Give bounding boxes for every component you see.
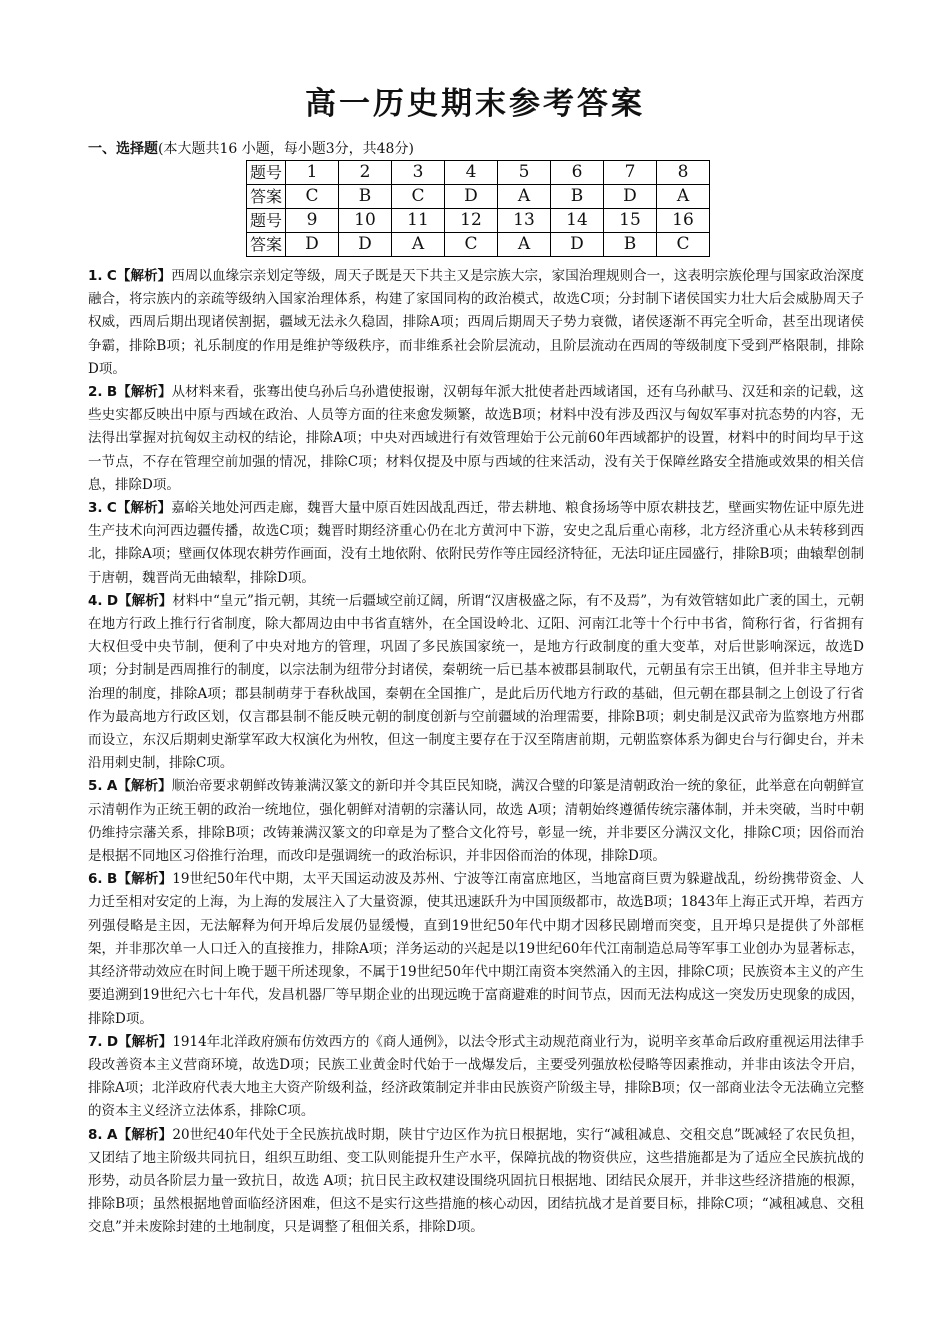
answer-label: 答案 bbox=[247, 233, 286, 257]
answer-cell: A bbox=[498, 233, 551, 257]
section-heading bbox=[88, 138, 414, 158]
explanation-item bbox=[88, 590, 864, 776]
item-text: 西周以血缘宗亲划定等级，周天子既是天下共主又是宗族大宗，家国治理规则合一，这表明宗族伦理与国家政治深度融合，将宗族内的亲疏等级纳入国家治理体系，构建了家国同构的政治模式，故选C项；分封制下诸侯国实力壮大后会威胁周天子权威，西周后期出现诸侯割据，疆域无法永久稳固，排除A项；西周后期周天子势力衰微，诸侯逐渐不再完全听命，甚至出现诸侯争霸，排除B项；礼乐制度的作用是维护等级秩序，而非维系社会阶层流动，且阶层流动在西周的等级制度下受到严格限制，排除D项。 bbox=[88, 268, 865, 377]
item-answer: A【解析】 bbox=[106, 778, 172, 795]
question-number: 3 bbox=[392, 161, 445, 185]
item-answer: A【解析】 bbox=[107, 1126, 173, 1143]
item-number: 6. bbox=[88, 871, 103, 888]
item-number: 5. bbox=[88, 778, 103, 795]
answer-cell: A bbox=[657, 185, 710, 209]
explanation-item bbox=[88, 775, 864, 868]
answer-cell: C bbox=[392, 185, 445, 209]
item-answer: C【解析】 bbox=[106, 500, 172, 517]
explanation-item bbox=[88, 497, 864, 590]
answer-cell: B bbox=[604, 233, 657, 257]
explanation-item bbox=[88, 1124, 864, 1240]
answer-cell: B bbox=[339, 185, 392, 209]
question-number: 11 bbox=[392, 209, 445, 233]
question-label: 题号 bbox=[247, 161, 286, 185]
answer-cell: D bbox=[445, 185, 498, 209]
table-row bbox=[247, 185, 710, 209]
item-answer: D【解析】 bbox=[106, 1033, 173, 1050]
answer-cell: C bbox=[445, 233, 498, 257]
item-text: 1914年北洋政府颁布仿效西方的《商人通例》，以法令形式主动规范商业行为，说明辛亥革命后政府重视运用法律手段改善资本主义营商环境，故选D项；民族工业黄金时代始于一战爆发后，主要受列强放松侵略等因素推动，并非由该法令开启，排除A项；北洋政府代表大地主大资产阶级利益，经济政策制定并非由民族资产阶级主导，排除B项；仅一部商业法令无法确立完整的资本主义经济立法体系，排除C项。 bbox=[88, 1033, 864, 1120]
explanation-item bbox=[88, 868, 864, 1030]
table-row bbox=[247, 209, 710, 233]
table-row bbox=[247, 161, 710, 185]
question-number: 2 bbox=[339, 161, 392, 185]
item-text: 从材料来看，张骞出使乌孙后乌孙遣使报谢，汉朝每年派大批使者赴西域诸国，还有乌孙献马、汉廷和亲的记载，这些史实都反映出中原与西域在政治、人员等方面的往来愈发频繁，故选B项；材料中没有涉及西汉与匈奴军事对抗态势的内容，无法得出掌握对抗匈奴主动权的结论，排除A项；中央对西域进行有效管理始于公元前60年西域都护的设置，材料中的时间均早于这一节点，不存在管理空前加强的情况，排除C项；材料仅提及中原与西域的往来活动，没有关于保障丝路安全措施或效果的相关信息，排除D项。 bbox=[88, 384, 864, 493]
answer-cell: D bbox=[604, 185, 657, 209]
item-text: 19世纪50年代中期，太平天国运动波及苏州、宁波等江南富庶地区，当地富商巨贾为躲避战乱，纷纷携带资金、人力迁至相对安定的上海，为上海的发展注入了大量资源，使其迅速跃升为中国顶级都市，故选B项；1843年上海正式开埠，若西方列强侵略是主因，无法解释为何开埠后发展仍显缓慢，直到19世纪50年代中期才因移民剧增而突变，且开埠只是提供了外部框架，并非那次单一人口迁入的直接推力，排除A项；洋务运动的兴起是以19世纪60年代江南制造总局等军事工业创办为显著标志，其经济带动效应在时间上晚于题干所述现象，不属于19世纪50年代中期江南资本突然涌入的主因，排除C项；民族资本主义的产生要追溯到19世纪六七十年代，发昌机器厂等早期企业的出现远晚于富商避难的时间节点，因而无法构成这一突发历史现象的成因，排除D项。 bbox=[88, 871, 864, 1027]
question-label: 题号 bbox=[247, 209, 286, 233]
answer-cell: D bbox=[551, 233, 604, 257]
item-answer: C【解析】 bbox=[106, 268, 172, 284]
item-number: 4. bbox=[88, 592, 103, 609]
question-number: 16 bbox=[657, 209, 710, 233]
item-number: 2. bbox=[88, 384, 103, 401]
answer-cell: B bbox=[551, 185, 604, 209]
item-number: 7. bbox=[88, 1033, 103, 1050]
item-text: 20世纪40年代处于全民族抗战时期，陕甘宁边区作为抗日根据地，实行“减租减息、交租交息”既减轻了农民负担，又团结了地主阶级共同抗日，组织互助组、变工队则能提升生产水平，保障抗战的物资供应，这些措施都是为了适应全民族抗战的形势，动员各阶层力量一致抗日，故选 A项；抗日民主政权建设围绕巩固抗日根据地、团结民众展开，并非这些经济措施的根源，排除B项；虽然根据地曾面临经济困难，但这不是实行这些措施的核心动因，团结抗战才是首要目标，排除C项；“减租减息、交租交息”并未废除封建的土地制度，只是调整了租佃关系，排除D项。 bbox=[88, 1126, 865, 1236]
item-text: 顺治帝要求朝鲜改铸兼满汉篆文的新印并令其臣民知晓，满汉合璧的印篆是清朝政治一统的象征，此举意在向朝鲜宣示清朝作为正统王朝的政治一统地位，强化朝鲜对清朝的宗藩认同，故选 A项；清朝始终遵循传统宗藩体制，并未突破，当时中朝仍维持宗藩关系，排除B项；改铸兼满汉篆文的印章是为了整合文化符号，彰显一统，并非要区分满汉文化，排除C项；因俗而治是根据不同地区习俗推行治理，而改印是强调统一的政治标识，并非因俗而治的体现，排除D项。 bbox=[88, 778, 864, 865]
question-number: 5 bbox=[498, 161, 551, 185]
question-number: 9 bbox=[286, 209, 339, 233]
question-number: 12 bbox=[445, 209, 498, 233]
item-number: 1. bbox=[88, 268, 103, 284]
explanation-list bbox=[88, 265, 864, 1240]
answer-cell: D bbox=[339, 233, 392, 257]
section-title: 一、选择题 bbox=[88, 141, 158, 157]
answer-cell: A bbox=[498, 185, 551, 209]
explanation-item bbox=[88, 1031, 864, 1124]
section-note: (本大题共16 小题，每小题3分，共48分) bbox=[158, 141, 414, 157]
answer-cell: C bbox=[657, 233, 710, 257]
item-answer: B【解析】 bbox=[106, 384, 172, 401]
question-number: 13 bbox=[498, 209, 551, 233]
item-answer: B【解析】 bbox=[107, 871, 173, 888]
question-number: 6 bbox=[551, 161, 604, 185]
table-row bbox=[247, 233, 710, 257]
answer-cell: A bbox=[392, 233, 445, 257]
answer-cell: C bbox=[286, 185, 339, 209]
item-number: 3. bbox=[88, 500, 103, 517]
page-title: 高一历史期末参考答案 bbox=[305, 86, 645, 122]
question-number: 8 bbox=[657, 161, 710, 185]
answer-cell: D bbox=[286, 233, 339, 257]
item-text: 嘉峪关地处河西走廊，魏晋大量中原百姓因战乱西迁，带去耕地、粮食扬场等中原农耕技艺，壁画实物佐证中原先进生产技术向河西边疆传播，故选C项；魏晋时期经济重心仍在北方黄河中下游，安史之乱后重心南移，北方经济重心从未转移到西北，排除A项；壁画仅体现农耕劳作画面，没有土地依附、依附民劳作等庄园经济特征，无法印证庄园盛行，排除B项；曲辕犁创制于唐朝，魏晋尚无曲辕犁，排除D项。 bbox=[88, 500, 865, 586]
explanation-item bbox=[88, 381, 864, 497]
question-number: 15 bbox=[604, 209, 657, 233]
item-text: 材料中“皇元”指元朝，其统一后疆域空前辽阔，所谓“汉唐极盛之际，有不及焉”，为有效管辖如此广袤的国土，元朝在地方行政上推行行省制度，除大都周边由中书省直辖外，在全国设岭北、辽阳、河南江北等十个行中书省，简称行省，行省拥有大权但受中央节制，便利了中央对地方的管理，巩固了多民族国家统一，是地方行政制度的重大变革，对后世影响深远，故选D项；分封制是西周推行的制度，以宗法制为纽带分封诸侯，秦朝统一后已基本被郡县制取代，元朝虽有宗王出镇，但并非主导地方治理的制度，排除A项；郡县制萌芽于春秋战国，秦朝在全国推广，是此后历代地方行政的基础，但元朝在郡县制之上创设了行省作为最高地方行政区划，仅言郡县制不能反映元朝的制度创新与空前疆域的治理需要，排除B项；刺史制是汉武帝为监察地方州郡而设立，东汉后期刺史渐掌军政大权演化为州牧，但这一制度主要存在于汉至隋唐前期，元朝监察体系为御史台与行御史台，并未沿用刺史制，排除C项。 bbox=[88, 592, 864, 772]
answer-label: 答案 bbox=[247, 185, 286, 209]
question-number: 4 bbox=[445, 161, 498, 185]
answer-table bbox=[246, 160, 710, 257]
item-answer: D【解析】 bbox=[106, 592, 173, 609]
question-number: 10 bbox=[339, 209, 392, 233]
question-number: 7 bbox=[604, 161, 657, 185]
explanation-item bbox=[88, 265, 864, 381]
question-number: 1 bbox=[286, 161, 339, 185]
item-number: 8. bbox=[88, 1126, 103, 1143]
question-number: 14 bbox=[551, 209, 604, 233]
